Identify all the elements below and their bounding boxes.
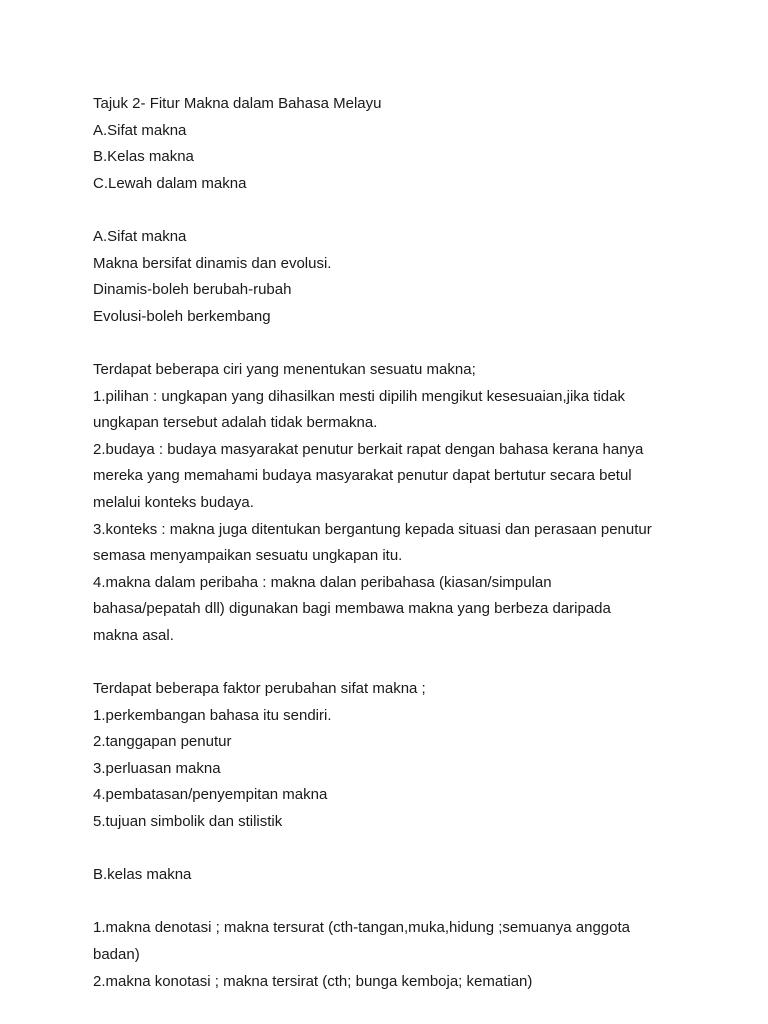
ciri-line: 3.konteks : makna juga ditentukan bergantung kepada situasi dan perasaan penutur: [93, 520, 652, 538]
ciri-line: melalui konteks budaya.: [93, 493, 254, 511]
section-a-line: Evolusi-boleh berkembang: [93, 307, 271, 325]
ciri-line: 4.makna dalam peribaha : makna dalan peribahasa (kiasan/simpulan: [93, 573, 552, 591]
section-a-line: Dinamis-boleh berubah-rubah: [93, 281, 292, 299]
ciri-line: ungkapan tersebut adalah tidak bermakna.: [93, 414, 378, 432]
outline-item: C.Lewah dalam makna: [93, 174, 247, 192]
paragraph-spacer: [93, 889, 693, 916]
ciri-line: 2.budaya : budaya masyarakat penutur berkait rapat dengan bahasa kerana hanya: [93, 440, 644, 458]
section-b-heading: B.kelas makna: [93, 866, 192, 884]
faktor-line: 3.perluasan makna: [93, 759, 221, 777]
section-b-line: 2.makna konotasi ; makna tersirat (cth; bunga kemboja; kematian): [93, 972, 533, 990]
section-a-heading: A.Sifat makna: [93, 227, 187, 245]
faktor-line: 4.pembatasan/penyempitan makna: [93, 786, 328, 804]
paragraph-spacer: [93, 836, 693, 863]
paragraph-spacer: [93, 197, 693, 224]
document-title: Tajuk 2- Fitur Makna dalam Bahasa Melayu: [93, 95, 382, 112]
faktor-intro: Terdapat beberapa faktor perubahan sifat makna ;: [93, 680, 426, 698]
outline-item: B.Kelas makna: [93, 148, 194, 166]
faktor-line: 2.tanggapan penutur: [93, 733, 232, 751]
paragraph-spacer: [93, 649, 693, 676]
section-b-line: 1.makna denotasi ; makna tersurat (cth-tangan,muka,hidung ;semuanya anggota: [93, 919, 630, 937]
ciri-line: semasa menyampaikan sesuatu ungkapan itu.: [93, 547, 403, 565]
outline-item: A.Sifat makna: [93, 121, 187, 139]
ciri-line: bahasa/pepatah dll) digunakan bagi membawa makna yang berbeza daripada: [93, 600, 611, 618]
faktor-line: 5.tujuan simbolik dan stilistik: [93, 813, 283, 831]
faktor-line: 1.perkembangan bahasa itu sendiri.: [93, 706, 332, 724]
section-a-line: Makna bersifat dinamis dan evolusi.: [93, 254, 332, 272]
ciri-line: mereka yang memahami budaya masyarakat penutur dapat bertutur secara betul: [93, 467, 632, 485]
ciri-line: 1.pilihan : ungkapan yang dihasilkan mesti dipilih mengikut kesesuaian,jika tidak: [93, 387, 625, 405]
paragraph-spacer: [93, 330, 693, 357]
ciri-intro: Terdapat beberapa ciri yang menentukan sesuatu makna;: [93, 360, 476, 378]
section-b-line: badan): [93, 946, 140, 963]
ciri-line: makna asal.: [93, 626, 174, 644]
document-body: [93, 91, 693, 995]
